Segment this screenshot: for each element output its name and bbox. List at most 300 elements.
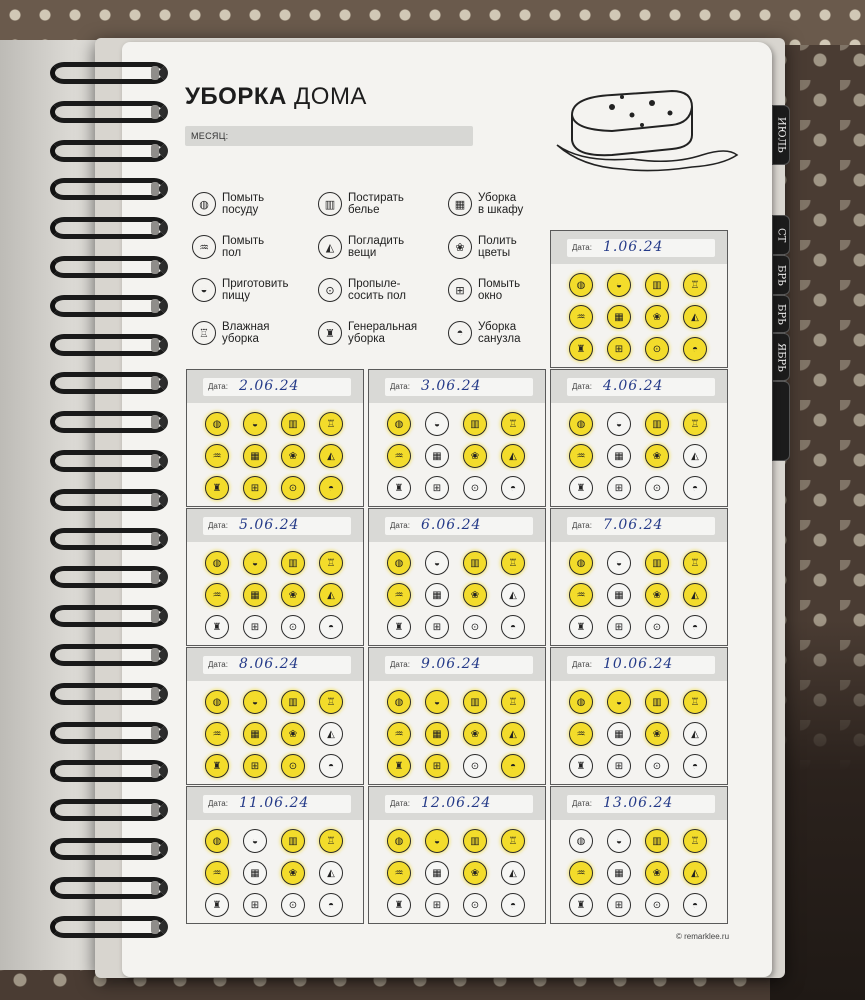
- punch-hole: [151, 221, 159, 235]
- window-icon[interactable]: ⊞: [607, 754, 631, 778]
- day-card: [550, 369, 728, 507]
- vacuum-icon[interactable]: ⊙: [463, 615, 487, 639]
- date-field[interactable]: [385, 656, 533, 674]
- wardrobe-icon[interactable]: ▦: [243, 722, 267, 746]
- date-field[interactable]: [567, 656, 715, 674]
- laundry-icon[interactable]: ▥: [645, 273, 669, 297]
- punch-hole: [151, 415, 159, 429]
- task-checklist: [387, 412, 533, 502]
- pot-icon[interactable]: ◒: [425, 551, 449, 575]
- cleaning-supplies-icon[interactable]: ♜: [387, 615, 411, 639]
- legend-label: Пропыле- сосить пол: [348, 278, 406, 302]
- laundry-icon[interactable]: ▥: [281, 551, 305, 575]
- vacuum-icon[interactable]: ⊙: [645, 337, 669, 361]
- day-card-header: [551, 787, 727, 820]
- date-value: 8.06.24: [239, 656, 300, 672]
- wardrobe-icon[interactable]: ▦: [243, 861, 267, 885]
- cleaning-supplies-icon[interactable]: ♜: [387, 893, 411, 917]
- spray-icon[interactable]: ♖: [501, 690, 525, 714]
- wardrobe-icon[interactable]: ▦: [607, 722, 631, 746]
- credit-text: © remarklee.ru: [676, 932, 730, 941]
- date-value: 2.06.24: [239, 378, 300, 394]
- date-value: 9.06.24: [421, 656, 482, 672]
- legend-label: Влажная уборка: [222, 321, 270, 345]
- dish-icon[interactable]: ◍: [387, 551, 411, 575]
- date-field[interactable]: [203, 795, 351, 813]
- toilet-icon[interactable]: ◓: [319, 893, 343, 917]
- date-label: Дата:: [390, 799, 410, 808]
- toilet-icon[interactable]: ◓: [683, 893, 707, 917]
- day-card-header: [187, 370, 363, 403]
- mop-bucket-icon[interactable]: ♒: [205, 861, 229, 885]
- day-card: [550, 647, 728, 785]
- vacuum-icon[interactable]: ⊙: [281, 615, 305, 639]
- date-label: Дата:: [390, 521, 410, 530]
- wardrobe-icon[interactable]: ▦: [607, 305, 631, 329]
- date-field[interactable]: [567, 517, 715, 535]
- cleaning-supplies-icon[interactable]: ♜: [205, 754, 229, 778]
- dish-icon[interactable]: ◍: [205, 829, 229, 853]
- punch-hole: [151, 493, 159, 507]
- punch-hole: [151, 803, 159, 817]
- iron-icon[interactable]: ◭: [501, 444, 525, 468]
- month-field[interactable]: [185, 126, 473, 146]
- window-icon[interactable]: ⊞: [243, 893, 267, 917]
- punch-hole: [151, 764, 159, 778]
- legend-label: Постирать белье: [348, 192, 404, 216]
- pot-icon[interactable]: ◒: [607, 690, 631, 714]
- sponge-icon: [552, 85, 742, 180]
- date-field[interactable]: [567, 378, 715, 396]
- date-label: Дата:: [572, 799, 592, 808]
- title-light: ДОМА: [294, 83, 367, 110]
- punch-hole: [151, 920, 159, 934]
- task-checklist: [387, 551, 533, 641]
- date-label: Дата:: [208, 799, 228, 808]
- day-card: [368, 647, 546, 785]
- pot-icon[interactable]: ◒: [243, 690, 267, 714]
- watering-can-icon[interactable]: ❀: [463, 861, 487, 885]
- window-icon[interactable]: ⊞: [243, 476, 267, 500]
- punch-hole: [151, 648, 159, 662]
- toilet-icon[interactable]: ◓: [501, 615, 525, 639]
- vacuum-icon[interactable]: ⊙: [645, 476, 669, 500]
- cleaning-supplies-icon[interactable]: ♜: [569, 476, 593, 500]
- date-field[interactable]: [567, 795, 715, 813]
- date-label: Дата:: [572, 382, 592, 391]
- pot-icon[interactable]: ◒: [607, 551, 631, 575]
- legend-item: [318, 192, 430, 216]
- date-label: Дата:: [572, 243, 592, 252]
- pot-icon[interactable]: ◒: [243, 412, 267, 436]
- date-value: 13.06.24: [603, 795, 674, 811]
- toilet-icon[interactable]: ◓: [501, 476, 525, 500]
- day-card-header: [187, 648, 363, 681]
- dish-icon[interactable]: ◍: [569, 273, 593, 297]
- punch-hole: [151, 842, 159, 856]
- pot-icon[interactable]: ◒: [607, 273, 631, 297]
- window-icon[interactable]: ⊞: [607, 476, 631, 500]
- punch-hole: [151, 66, 159, 80]
- task-checklist: [569, 829, 715, 919]
- date-field[interactable]: [203, 378, 351, 396]
- mop-bucket-icon[interactable]: ♒: [205, 444, 229, 468]
- window-icon[interactable]: ⊞: [243, 754, 267, 778]
- cleaning-supplies-icon[interactable]: ♜: [205, 476, 229, 500]
- laundry-icon[interactable]: ▥: [463, 551, 487, 575]
- vacuum-icon[interactable]: ⊙: [281, 476, 305, 500]
- punch-hole: [151, 609, 159, 623]
- cleaning-supplies-icon[interactable]: ♜: [569, 754, 593, 778]
- pot-icon[interactable]: ◒: [425, 690, 449, 714]
- pot-icon: ◒: [192, 278, 216, 302]
- window-icon[interactable]: ⊞: [425, 615, 449, 639]
- dish-icon[interactable]: ◍: [205, 551, 229, 575]
- laundry-icon[interactable]: ▥: [645, 412, 669, 436]
- day-card: [186, 786, 364, 924]
- wardrobe-icon[interactable]: ▦: [607, 861, 631, 885]
- pot-icon[interactable]: ◒: [243, 551, 267, 575]
- dish-icon[interactable]: ◍: [569, 829, 593, 853]
- punch-hole: [151, 376, 159, 390]
- spiral-binding: [50, 62, 170, 962]
- watering-can-icon[interactable]: ❀: [645, 305, 669, 329]
- wardrobe-icon[interactable]: ▦: [425, 583, 449, 607]
- punch-hole: [151, 338, 159, 352]
- day-card-header: [369, 509, 545, 542]
- day-card: [368, 508, 546, 646]
- vacuum-icon[interactable]: ⊙: [463, 476, 487, 500]
- iron-icon[interactable]: ◭: [683, 722, 707, 746]
- task-checklist: [205, 412, 351, 502]
- legend-item: [448, 192, 560, 216]
- day-card-header: [551, 231, 727, 264]
- watering-can-icon[interactable]: ❀: [645, 583, 669, 607]
- month-tab[interactable]: ИЮЛЬ: [772, 105, 790, 165]
- date-label: Дата:: [208, 660, 228, 669]
- vacuum-icon[interactable]: ⊙: [645, 754, 669, 778]
- wardrobe-icon[interactable]: ▦: [607, 583, 631, 607]
- legend-label: Уборка в шкафу: [478, 192, 524, 216]
- toilet-icon[interactable]: ◓: [501, 893, 525, 917]
- date-value: 1.06.24: [603, 239, 664, 255]
- date-field[interactable]: [385, 795, 533, 813]
- pot-icon[interactable]: ◒: [425, 829, 449, 853]
- month-tab[interactable]: ЯБРЬ: [772, 333, 790, 381]
- toilet-icon[interactable]: ◓: [319, 754, 343, 778]
- dish-icon[interactable]: ◍: [387, 690, 411, 714]
- legend-label: Помыть посуду: [222, 192, 265, 216]
- spray-icon[interactable]: ♖: [683, 412, 707, 436]
- date-value: 4.06.24: [603, 378, 664, 394]
- watering-can-icon[interactable]: ❀: [645, 861, 669, 885]
- task-checklist: [205, 829, 351, 919]
- spray-icon[interactable]: ♖: [501, 412, 525, 436]
- iron-icon: ◭: [318, 235, 342, 259]
- iron-icon[interactable]: ◭: [501, 583, 525, 607]
- cleaning-supplies-icon[interactable]: ♜: [569, 615, 593, 639]
- spray-icon[interactable]: ♖: [683, 690, 707, 714]
- legend-label: Генеральная уборка: [348, 321, 418, 345]
- date-label: Дата:: [208, 521, 228, 530]
- dish-icon[interactable]: ◍: [569, 690, 593, 714]
- date-value: 3.06.24: [421, 378, 482, 394]
- spray-icon[interactable]: ♖: [319, 829, 343, 853]
- day-card-header: [551, 648, 727, 681]
- wardrobe-icon: ▦: [448, 192, 472, 216]
- toilet-icon[interactable]: ◓: [501, 754, 525, 778]
- iron-icon[interactable]: ◭: [683, 305, 707, 329]
- window-icon[interactable]: ⊞: [425, 476, 449, 500]
- window-icon[interactable]: ⊞: [425, 754, 449, 778]
- legend-label: Полить цветы: [478, 235, 517, 259]
- title-bold: УБОРКА: [185, 83, 287, 110]
- spray-icon[interactable]: ♖: [319, 690, 343, 714]
- iron-icon[interactable]: ◭: [683, 444, 707, 468]
- wardrobe-icon[interactable]: ▦: [607, 444, 631, 468]
- spray-icon[interactable]: ♖: [319, 412, 343, 436]
- watering-can-icon[interactable]: ❀: [281, 444, 305, 468]
- toilet-icon[interactable]: ◓: [683, 615, 707, 639]
- mop-bucket-icon[interactable]: ♒: [569, 583, 593, 607]
- date-value: 11.06.24: [239, 795, 310, 811]
- punch-hole: [151, 182, 159, 196]
- date-value: 10.06.24: [603, 656, 674, 672]
- month-tab[interactable]: СТ: [772, 215, 790, 255]
- mop-bucket-icon[interactable]: ♒: [387, 444, 411, 468]
- task-checklist: [387, 690, 533, 780]
- date-label: Дата:: [390, 382, 410, 391]
- month-tabs: [772, 105, 792, 465]
- day-card: [550, 508, 728, 646]
- day-card-header: [187, 787, 363, 820]
- watering-can-icon[interactable]: ❀: [463, 444, 487, 468]
- punch-hole: [151, 570, 159, 584]
- mop-bucket-icon[interactable]: ♒: [569, 722, 593, 746]
- laundry-icon[interactable]: ▥: [281, 829, 305, 853]
- date-label: Дата:: [208, 382, 228, 391]
- punch-hole: [151, 144, 159, 158]
- iron-icon[interactable]: ◭: [319, 583, 343, 607]
- window-icon[interactable]: ⊞: [607, 893, 631, 917]
- iron-icon[interactable]: ◭: [683, 861, 707, 885]
- iron-icon[interactable]: ◭: [501, 861, 525, 885]
- cleaning-supplies-icon[interactable]: ♜: [205, 893, 229, 917]
- dish-icon[interactable]: ◍: [205, 412, 229, 436]
- month-tab[interactable]: [772, 381, 790, 461]
- pot-icon[interactable]: ◒: [607, 412, 631, 436]
- dish-icon[interactable]: ◍: [205, 690, 229, 714]
- day-card-header: [551, 509, 727, 542]
- window-icon[interactable]: ⊞: [425, 893, 449, 917]
- mop-bucket-icon: ♒: [192, 235, 216, 259]
- punch-hole: [151, 260, 159, 274]
- day-card: [550, 230, 728, 368]
- pot-icon[interactable]: ◒: [243, 829, 267, 853]
- mop-bucket-icon[interactable]: ♒: [569, 861, 593, 885]
- watering-can-icon[interactable]: ❀: [281, 583, 305, 607]
- day-grid: [186, 230, 711, 930]
- vacuum-icon[interactable]: ⊙: [463, 893, 487, 917]
- vacuum-icon[interactable]: ⊙: [281, 893, 305, 917]
- cleaning-supplies-icon[interactable]: ♜: [387, 754, 411, 778]
- legend-label: Приготовить пищу: [222, 278, 289, 302]
- laundry-icon[interactable]: ▥: [463, 412, 487, 436]
- month-tab[interactable]: БРЬ: [772, 295, 790, 333]
- vacuum-icon[interactable]: ⊙: [645, 615, 669, 639]
- toilet-icon[interactable]: ◓: [319, 615, 343, 639]
- date-label: Дата:: [572, 660, 592, 669]
- punch-hole: [151, 881, 159, 895]
- spray-icon[interactable]: ♖: [683, 273, 707, 297]
- task-checklist: [569, 273, 715, 363]
- spray-icon[interactable]: ♖: [319, 551, 343, 575]
- laundry-icon[interactable]: ▥: [645, 551, 669, 575]
- spray-icon[interactable]: ♖: [501, 551, 525, 575]
- date-label: Дата:: [390, 660, 410, 669]
- mop-bucket-icon[interactable]: ♒: [205, 583, 229, 607]
- legend-label: Помыть окно: [478, 278, 521, 302]
- watering-can-icon: ❀: [448, 235, 472, 259]
- day-card: [186, 508, 364, 646]
- mop-bucket-icon[interactable]: ♒: [387, 722, 411, 746]
- iron-icon[interactable]: ◭: [683, 583, 707, 607]
- dish-icon[interactable]: ◍: [569, 412, 593, 436]
- spray-icon: ♖: [192, 321, 216, 345]
- vacuum-icon[interactable]: ⊙: [645, 893, 669, 917]
- day-card-header: [369, 370, 545, 403]
- watering-can-icon[interactable]: ❀: [645, 444, 669, 468]
- spray-icon[interactable]: ♖: [501, 829, 525, 853]
- watering-can-icon[interactable]: ❀: [281, 722, 305, 746]
- laundry-icon: ▥: [318, 192, 342, 216]
- punch-hole: [151, 532, 159, 546]
- watering-can-icon[interactable]: ❀: [463, 583, 487, 607]
- iron-icon[interactable]: ◭: [319, 722, 343, 746]
- date-value: 12.06.24: [421, 795, 492, 811]
- pot-icon[interactable]: ◒: [607, 829, 631, 853]
- watering-can-icon[interactable]: ❀: [645, 722, 669, 746]
- day-card-header: [369, 648, 545, 681]
- date-value: 6.06.24: [421, 517, 482, 533]
- watering-can-icon[interactable]: ❀: [281, 861, 305, 885]
- mop-bucket-icon[interactable]: ♒: [205, 722, 229, 746]
- day-card-header: [551, 370, 727, 403]
- vacuum-icon[interactable]: ⊙: [281, 754, 305, 778]
- dish-icon[interactable]: ◍: [569, 551, 593, 575]
- dish-icon[interactable]: ◍: [387, 412, 411, 436]
- wardrobe-icon[interactable]: ▦: [243, 583, 267, 607]
- month-tab[interactable]: БРЬ: [772, 255, 790, 295]
- spray-icon[interactable]: ♖: [683, 551, 707, 575]
- laundry-icon[interactable]: ▥: [463, 690, 487, 714]
- day-card: [186, 369, 364, 507]
- cleaning-supplies-icon[interactable]: ♜: [569, 893, 593, 917]
- mop-bucket-icon[interactable]: ♒: [569, 444, 593, 468]
- page-title: [185, 83, 367, 111]
- task-checklist: [205, 551, 351, 641]
- task-checklist: [569, 551, 715, 641]
- laundry-icon[interactable]: ▥: [281, 690, 305, 714]
- toilet-icon[interactable]: ◓: [683, 476, 707, 500]
- cleaning-supplies-icon[interactable]: ♜: [387, 476, 411, 500]
- wardrobe-icon[interactable]: ▦: [243, 444, 267, 468]
- iron-icon[interactable]: ◭: [319, 444, 343, 468]
- window-icon: ⊞: [448, 278, 472, 302]
- mop-bucket-icon[interactable]: ♒: [387, 583, 411, 607]
- laundry-icon[interactable]: ▥: [281, 412, 305, 436]
- date-field[interactable]: [385, 517, 533, 535]
- laundry-icon[interactable]: ▥: [463, 829, 487, 853]
- spray-icon[interactable]: ♖: [683, 829, 707, 853]
- task-checklist: [569, 690, 715, 780]
- punch-hole: [151, 105, 159, 119]
- date-value: 5.06.24: [239, 517, 300, 533]
- laundry-icon[interactable]: ▥: [645, 829, 669, 853]
- day-card: [550, 786, 728, 924]
- vacuum-icon: ⊙: [318, 278, 342, 302]
- day-card: [368, 786, 546, 924]
- cleaning-supplies-icon[interactable]: ♜: [569, 337, 593, 361]
- toilet-icon[interactable]: ◓: [683, 337, 707, 361]
- day-card-header: [369, 787, 545, 820]
- watering-can-icon[interactable]: ❀: [463, 722, 487, 746]
- month-label: МЕСЯЦ:: [191, 131, 229, 141]
- day-card: [368, 369, 546, 507]
- iron-icon[interactable]: ◭: [319, 861, 343, 885]
- toilet-icon[interactable]: ◓: [319, 476, 343, 500]
- punch-hole: [151, 299, 159, 313]
- legend-label: Погладить вещи: [348, 235, 405, 259]
- window-icon[interactable]: ⊞: [607, 615, 631, 639]
- cleaning-supplies-icon: ♜: [318, 321, 342, 345]
- day-card: [186, 647, 364, 785]
- toilet-icon[interactable]: ◓: [683, 754, 707, 778]
- date-field[interactable]: [567, 239, 715, 257]
- wardrobe-icon[interactable]: ▦: [425, 722, 449, 746]
- date-field[interactable]: [203, 517, 351, 535]
- legend-label: Помыть пол: [222, 235, 265, 259]
- dish-icon[interactable]: ◍: [387, 829, 411, 853]
- laundry-icon[interactable]: ▥: [645, 690, 669, 714]
- window-icon[interactable]: ⊞: [607, 337, 631, 361]
- wardrobe-icon[interactable]: ▦: [425, 861, 449, 885]
- date-label: Дата:: [572, 521, 592, 530]
- punch-hole: [151, 687, 159, 701]
- date-value: 7.06.24: [603, 517, 664, 533]
- task-checklist: [569, 412, 715, 502]
- mop-bucket-icon[interactable]: ♒: [569, 305, 593, 329]
- task-checklist: [205, 690, 351, 780]
- wardrobe-icon[interactable]: ▦: [425, 444, 449, 468]
- dish-icon: ◍: [192, 192, 216, 216]
- cleaning-supplies-icon[interactable]: ♜: [205, 615, 229, 639]
- punch-hole: [151, 454, 159, 468]
- pot-icon[interactable]: ◒: [425, 412, 449, 436]
- day-card-header: [187, 509, 363, 542]
- window-icon[interactable]: ⊞: [243, 615, 267, 639]
- mop-bucket-icon[interactable]: ♒: [387, 861, 411, 885]
- date-field[interactable]: [203, 656, 351, 674]
- toilet-icon: ◓: [448, 321, 472, 345]
- task-checklist: [387, 829, 533, 919]
- legend-item: [192, 192, 304, 216]
- legend-label: Уборка санузла: [478, 321, 521, 345]
- punch-hole: [151, 726, 159, 740]
- vacuum-icon[interactable]: ⊙: [463, 754, 487, 778]
- iron-icon[interactable]: ◭: [501, 722, 525, 746]
- date-field[interactable]: [385, 378, 533, 396]
